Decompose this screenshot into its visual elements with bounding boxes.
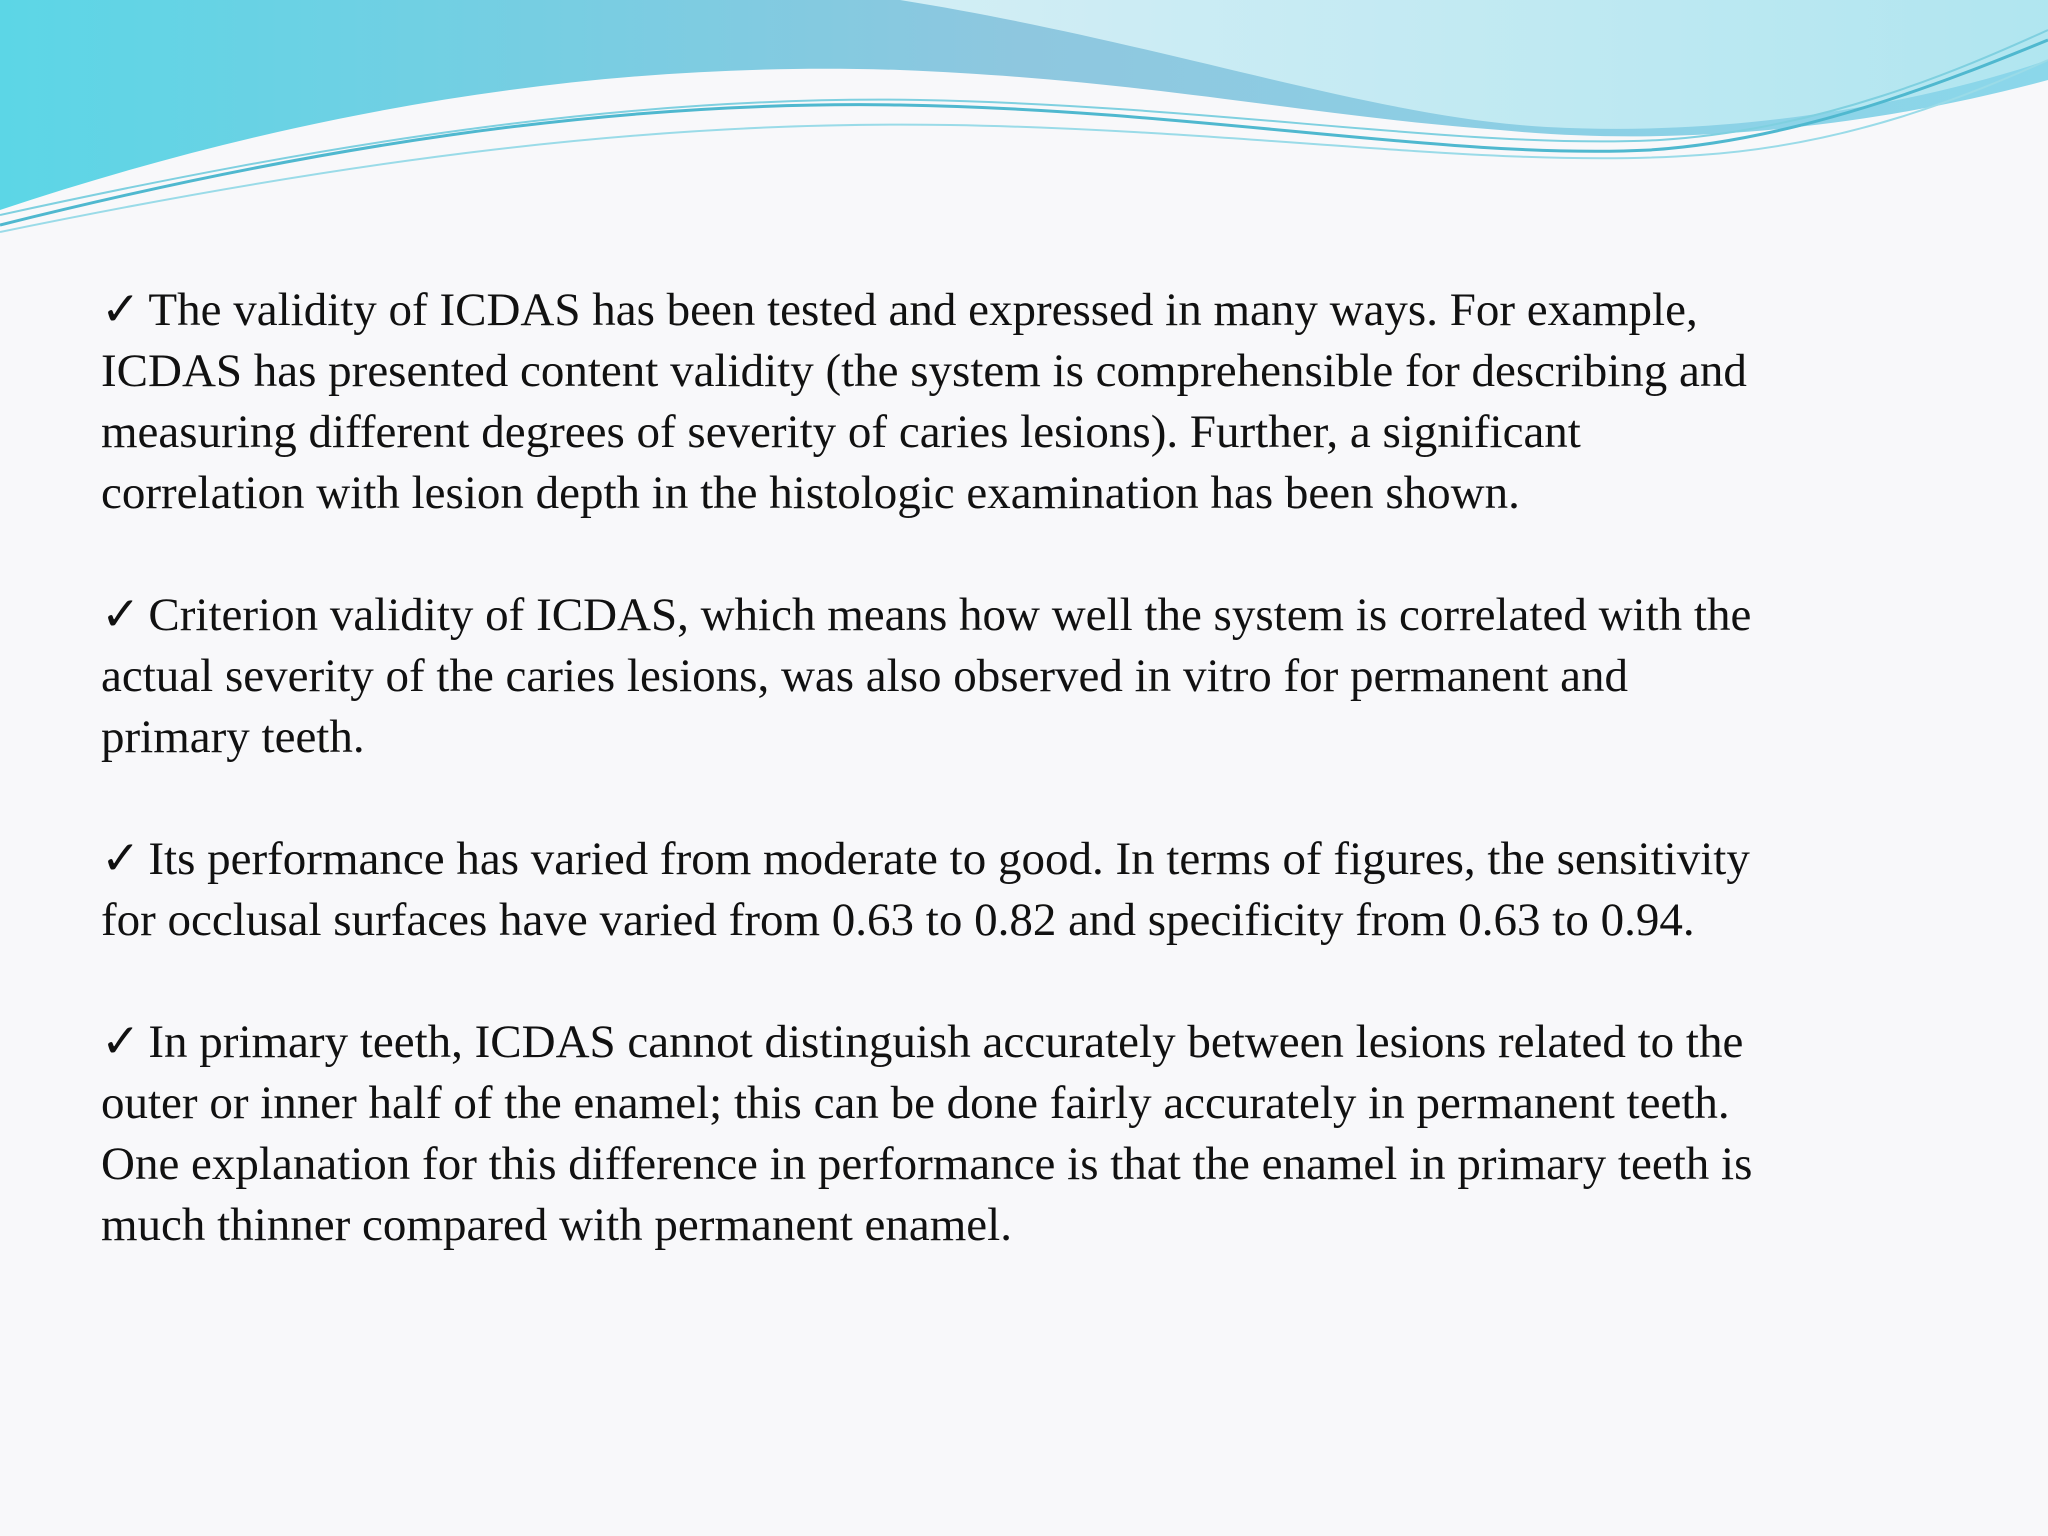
bullet-line: actual severity of the caries lesions, was also observed in vitro for permanent and bbox=[101, 650, 1628, 702]
bullet-text: The validity of ICDAS has been tested and expressed in many ways. For example, bbox=[148, 284, 1698, 336]
bullet-line: primary teeth. bbox=[101, 711, 365, 763]
bullet-line: ICDAS has presented content validity (the system is comprehensible for describing and bbox=[101, 345, 1747, 397]
bullet-line bbox=[101, 829, 1981, 890]
bullet-line bbox=[101, 585, 1981, 646]
bullet-line bbox=[101, 1012, 1981, 1073]
check-mark-icon: ✓ bbox=[101, 1016, 141, 1068]
bullet-point bbox=[101, 585, 1981, 768]
bullet-point bbox=[101, 1012, 1981, 1256]
bullet-line: measuring different degrees of severity of caries lesions). Further, a significant bbox=[101, 406, 1581, 458]
bullet-line bbox=[101, 280, 1981, 341]
check-mark-icon: ✓ bbox=[101, 284, 141, 336]
slide-body bbox=[101, 280, 1981, 1317]
check-mark-icon: ✓ bbox=[101, 833, 141, 885]
wave-header-decoration bbox=[0, 0, 2048, 240]
check-mark-icon: ✓ bbox=[101, 589, 141, 641]
bullet-line: much thinner compared with permanent enamel. bbox=[101, 1199, 1012, 1251]
bullet-line: for occlusal surfaces have varied from 0.63 to 0.82 and specificity from 0.63 to 0.94. bbox=[101, 894, 1695, 946]
bullet-line: outer or inner half of the enamel; this can be done fairly accurately in permanent teeth. bbox=[101, 1077, 1730, 1129]
bullet-line: One explanation for this difference in performance is that the enamel in primary teeth is bbox=[101, 1138, 1753, 1190]
bullet-text: Criterion validity of ICDAS, which means how well the system is correlated with the bbox=[148, 589, 1752, 641]
bullet-point bbox=[101, 280, 1981, 524]
bullet-text: Its performance has varied from moderate to good. In terms of figures, the sensitivity bbox=[148, 833, 1750, 885]
bullet-point bbox=[101, 829, 1981, 951]
bullet-line: correlation with lesion depth in the histologic examination has been shown. bbox=[101, 467, 1520, 519]
bullet-text: In primary teeth, ICDAS cannot distinguish accurately between lesions related to the bbox=[148, 1016, 1744, 1068]
